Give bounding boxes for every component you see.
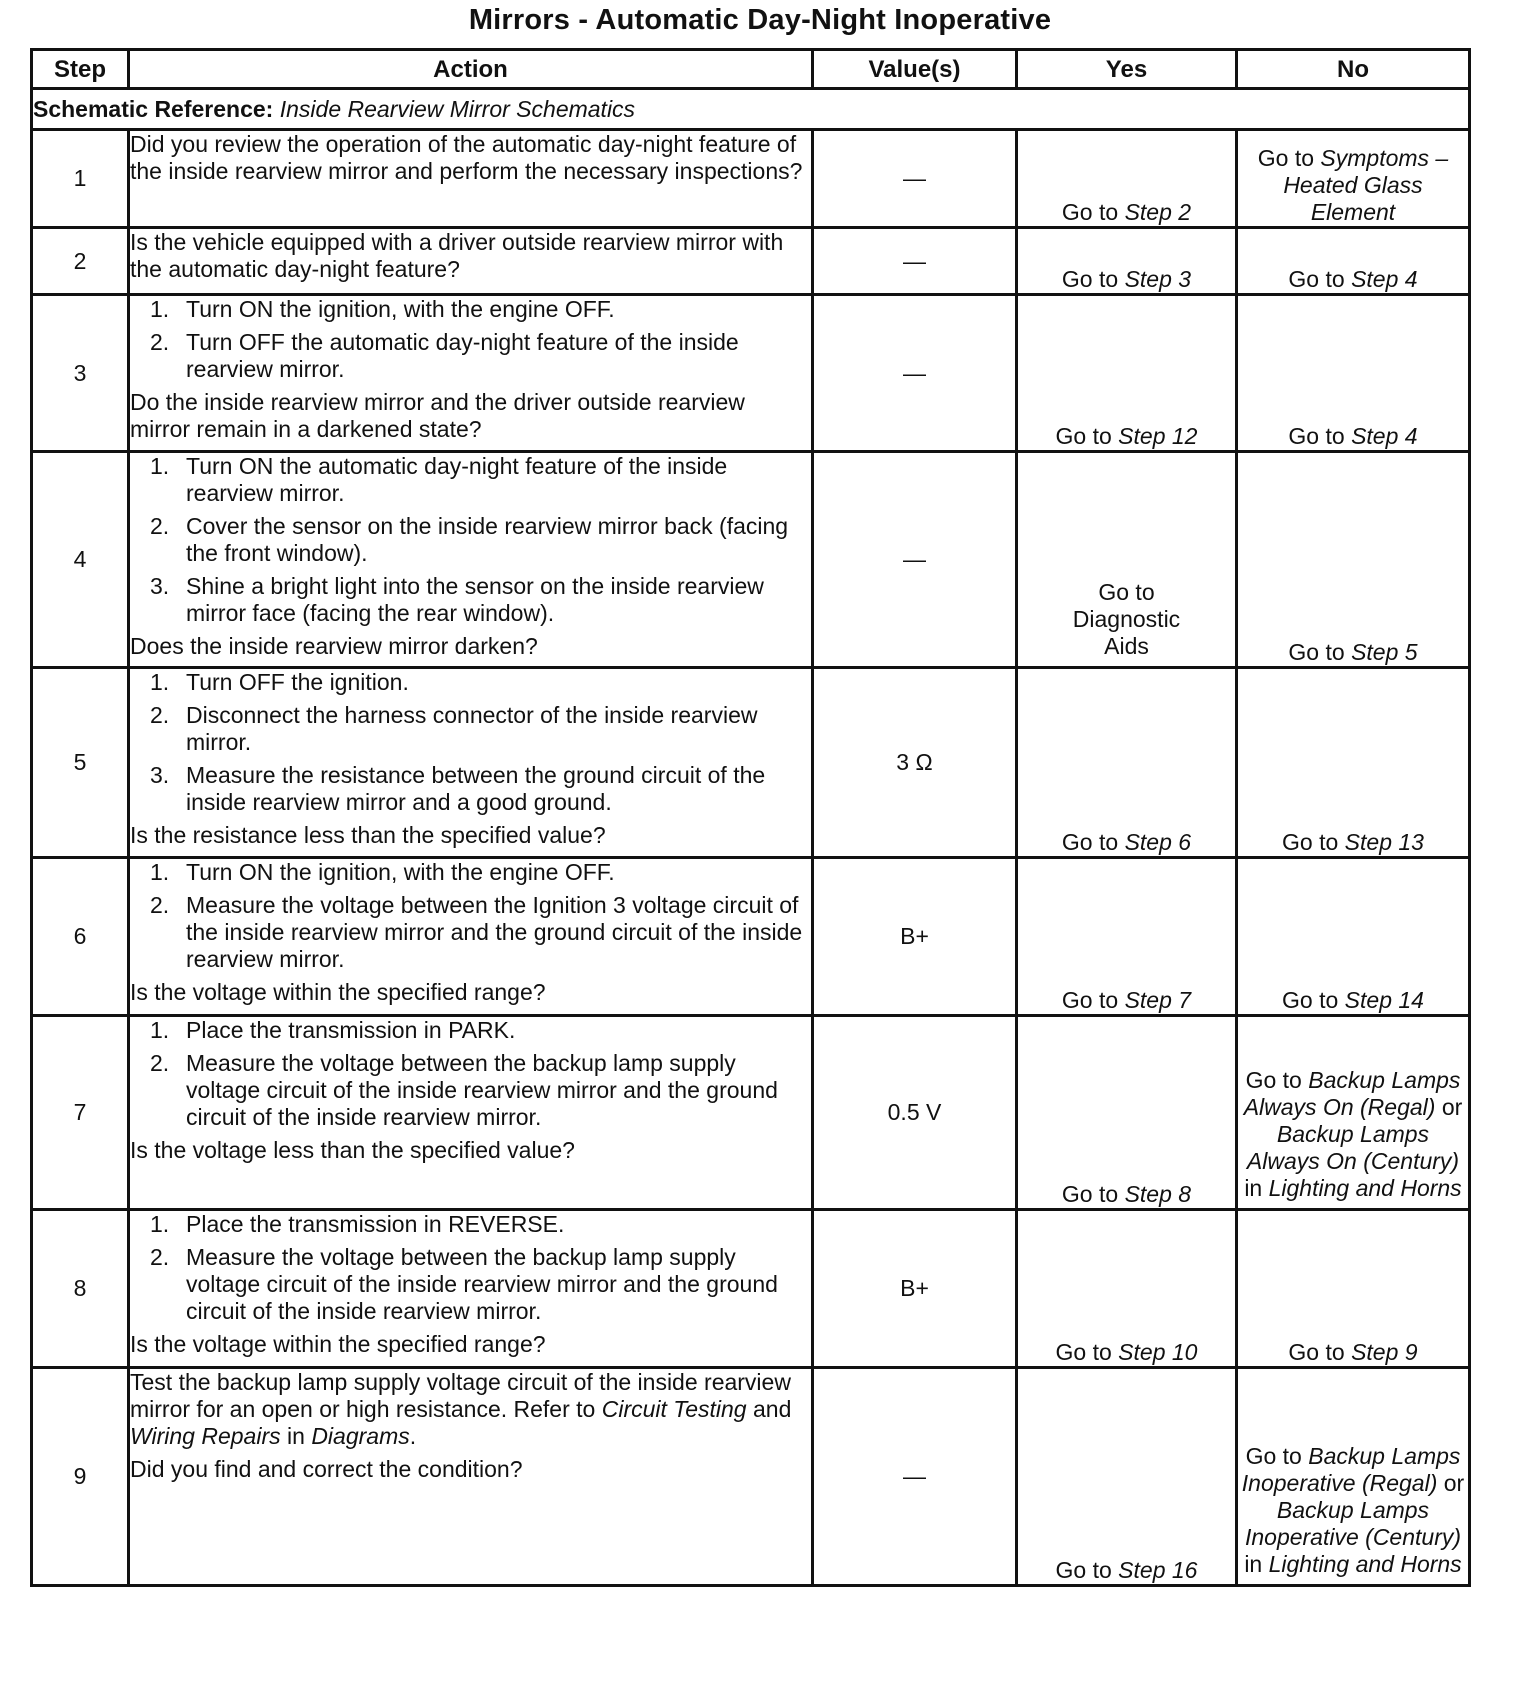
procedure-item-number: 1. <box>150 859 170 885</box>
step-number: 4 <box>32 452 129 668</box>
goto-text: Go to <box>1061 1181 1125 1207</box>
schematic-label: Schematic Reference: <box>33 95 274 122</box>
header-values: Value(s) <box>813 50 1017 89</box>
yes-result-cell <box>1017 668 1237 858</box>
procedure-list <box>130 1017 811 1131</box>
procedure-item-number: 2. <box>150 702 170 728</box>
goto-link[interactable]: Step 4 <box>1351 266 1418 292</box>
no-result-cell <box>1237 295 1470 452</box>
table-row <box>32 130 1470 228</box>
goto-text: in <box>1244 1175 1269 1201</box>
goto-text: Go to <box>1245 1443 1309 1469</box>
header-no: No <box>1237 50 1470 89</box>
procedure-item-text: Turn OFF the automatic day-night feature of the inside rearview mirror. <box>186 329 739 382</box>
table-row <box>32 668 1470 858</box>
goto-text: or <box>1437 1470 1465 1496</box>
goto-text: Go to <box>1257 145 1321 171</box>
procedure-item <box>130 762 811 816</box>
goto-link[interactable]: Step 10 <box>1118 1339 1198 1365</box>
yes-result-cell <box>1017 1016 1237 1210</box>
value-cell: — <box>813 228 1017 295</box>
procedure-item <box>130 702 811 756</box>
no-result-cell <box>1237 452 1470 668</box>
goto-link[interactable]: Step 5 <box>1351 639 1418 665</box>
header-yes: Yes <box>1017 50 1237 89</box>
reference-link[interactable]: Wiring Repairs <box>130 1423 281 1449</box>
procedure-item-text: Measure the resistance between the ground circuit of the inside rearview mirror and a good ground. <box>186 762 766 815</box>
procedure-item <box>130 1211 811 1238</box>
procedure-item-text: Turn ON the automatic day-night feature of the inside rearview mirror. <box>186 453 728 506</box>
table-row <box>32 295 1470 452</box>
goto-text: Go to <box>1245 1067 1309 1093</box>
procedure-item-text: Turn ON the ignition, with the engine OFF. <box>186 296 615 322</box>
reference-link[interactable]: Circuit Testing <box>601 1396 747 1422</box>
yes-result-cell <box>1017 858 1237 1016</box>
procedure-item <box>130 1017 811 1044</box>
procedure-item-text: Place the transmission in PARK. <box>186 1017 516 1043</box>
action-cell <box>129 452 813 668</box>
no-result-cell <box>1237 228 1470 295</box>
goto-link[interactable]: Backup Lamps Always On (Regal) <box>1243 1067 1461 1120</box>
question-text: Is the resistance less than the specified value? <box>130 822 606 848</box>
procedure-item-number: 2. <box>150 513 170 539</box>
goto-link[interactable]: Step 14 <box>1344 987 1424 1013</box>
value-cell: — <box>813 130 1017 228</box>
goto-link[interactable]: Step 9 <box>1351 1339 1418 1365</box>
schematic-link[interactable]: Inside Rearview Mirror Schematics <box>279 95 636 122</box>
text-segment: in <box>280 1423 312 1449</box>
goto-text: Go to <box>1282 829 1345 855</box>
yes-result-cell <box>1017 1368 1237 1586</box>
yes-result-cell <box>1017 295 1237 452</box>
goto-text: Go to <box>1055 1557 1119 1583</box>
diagnostic-table <box>30 48 1471 1587</box>
goto-link[interactable]: Step 16 <box>1118 1557 1198 1583</box>
yes-result-cell <box>1017 130 1237 228</box>
step-number: 6 <box>32 858 129 1016</box>
table-row <box>32 452 1470 668</box>
no-result-cell <box>1237 130 1470 228</box>
procedure-item-number: 1. <box>150 1211 170 1237</box>
goto-link[interactable]: Step 12 <box>1118 423 1198 449</box>
procedure-item <box>130 859 811 886</box>
text-segment: and <box>746 1396 792 1422</box>
value-cell: 3 Ω <box>813 668 1017 858</box>
procedure-item <box>130 669 811 696</box>
procedure-list <box>130 859 811 973</box>
goto-link[interactable]: Step 6 <box>1124 829 1192 855</box>
goto-link[interactable]: Step 3 <box>1124 266 1192 292</box>
procedure-item <box>130 1244 811 1325</box>
yes-result-cell <box>1017 228 1237 295</box>
procedure-list <box>130 1211 811 1325</box>
step-number: 8 <box>32 1210 129 1368</box>
header-action: Action <box>129 50 813 89</box>
action-cell <box>129 228 813 295</box>
procedure-item-number: 1. <box>150 453 170 479</box>
table-row <box>32 1016 1470 1210</box>
goto-link[interactable]: Step 4 <box>1351 423 1418 449</box>
action-text: Did you review the operation of the automatic day-night feature of the inside rearview mirror and perform the necessary inspections? <box>130 131 803 184</box>
procedure-item <box>130 892 811 973</box>
procedure-item <box>130 513 811 567</box>
step-number: 1 <box>32 130 129 228</box>
goto-link[interactable]: Backup Lamps Inoperative (Regal) <box>1241 1443 1461 1496</box>
action-cell <box>129 858 813 1016</box>
procedure-item-number: 1. <box>150 669 170 695</box>
procedure-item-number: 2. <box>150 329 170 355</box>
procedure-list <box>130 669 811 816</box>
question-text: Is the voltage within the specified range? <box>130 1331 546 1357</box>
action-cell <box>129 295 813 452</box>
procedure-item-number: 1. <box>150 296 170 322</box>
no-result-cell <box>1237 858 1470 1016</box>
text-segment: . <box>409 1423 417 1449</box>
table-row <box>32 228 1470 295</box>
action-cell <box>129 1016 813 1210</box>
table-row <box>32 1210 1470 1368</box>
step-number: 3 <box>32 295 129 452</box>
table-header-row <box>32 50 1470 89</box>
procedure-list <box>130 453 811 627</box>
goto-link[interactable]: Lighting and Horns <box>1268 1175 1462 1201</box>
goto-text: Go to <box>1061 266 1125 292</box>
goto-text: Go to <box>1282 987 1345 1013</box>
procedure-item-number: 2. <box>150 892 170 918</box>
action-cell <box>129 668 813 858</box>
procedure-item-text: Place the transmission in REVERSE. <box>186 1211 565 1237</box>
goto-link[interactable]: Backup Lamps Always On (Century) <box>1246 1121 1460 1174</box>
no-result-cell <box>1237 1210 1470 1368</box>
procedure-item-text: Turn OFF the ignition. <box>186 669 409 695</box>
procedure-item-number: 2. <box>150 1244 170 1270</box>
goto-text: Go to <box>1288 266 1352 292</box>
no-result-cell <box>1237 1368 1470 1586</box>
action-cell <box>129 1368 813 1586</box>
procedure-item-number: 3. <box>150 573 170 599</box>
action-cell <box>129 130 813 228</box>
procedure-item-number: 1. <box>150 1017 170 1043</box>
procedure-item-text: Cover the sensor on the inside rearview mirror back (facing the front window). <box>186 513 789 566</box>
page-title: Mirrors - Automatic Day-Night Inoperative <box>468 4 1052 36</box>
goto-text: Go to <box>1061 829 1125 855</box>
goto-link[interactable]: Step 13 <box>1344 829 1424 855</box>
yes-result-cell <box>1017 452 1237 668</box>
question-text: Do the inside rearview mirror and the driver outside rearview mirror remain in a darkened state? <box>130 389 745 442</box>
schematic-reference-row <box>32 89 1470 130</box>
table-row <box>32 858 1470 1016</box>
action-text: Is the vehicle equipped with a driver outside rearview mirror with the automatic day-night feature? <box>130 229 784 282</box>
procedure-item-text: Turn ON the ignition, with the engine OFF. <box>186 859 615 885</box>
action-cell <box>129 1210 813 1368</box>
value-cell: B+ <box>813 858 1017 1016</box>
goto-text: Go to <box>1061 199 1125 225</box>
goto-link[interactable]: Symptoms – Heated Glass Element <box>1283 145 1449 225</box>
goto-text: Go to <box>1055 423 1119 449</box>
goto-link[interactable]: Step 2 <box>1124 199 1192 225</box>
value-cell: B+ <box>813 1210 1017 1368</box>
value-cell: — <box>813 1368 1017 1586</box>
table-row <box>32 1368 1470 1586</box>
procedure-item <box>130 453 811 507</box>
text-segment: Test the backup lamp supply voltage circuit of the inside rearview mirror for an open or high resistance. Refer to <box>130 1369 791 1422</box>
action-text <box>130 1369 811 1450</box>
procedure-item <box>130 1050 811 1131</box>
step-number: 2 <box>32 228 129 295</box>
question-text: Did you find and correct the condition? <box>130 1456 523 1482</box>
question-text: Does the inside rearview mirror darken? <box>130 633 538 659</box>
goto-link[interactable]: Step 8 <box>1124 1181 1192 1207</box>
procedure-item-text: Measure the voltage between the Ignition 3 voltage circuit of the inside rearview mirror and the ground circuit of the inside rearview mirror. <box>186 892 803 972</box>
goto-text: Go to <box>1055 1339 1119 1365</box>
procedure-item-number: 2. <box>150 1050 170 1076</box>
yes-result-cell <box>1017 1210 1237 1368</box>
goto-link[interactable]: Backup Lamps Inoperative (Century) <box>1244 1497 1462 1550</box>
reference-link[interactable]: Diagrams <box>311 1423 410 1449</box>
value-cell: — <box>813 452 1017 668</box>
procedure-item-text: Measure the voltage between the backup lamp supply voltage circuit of the inside rearview mirror and the ground circuit of the inside rearview mirror. <box>186 1050 778 1130</box>
goto-text: Go to <box>1288 423 1352 449</box>
goto-text: in <box>1244 1551 1269 1577</box>
procedure-item-text: Measure the voltage between the backup lamp supply voltage circuit of the inside rearview mirror and the ground circuit of the inside rearview mirror. <box>186 1244 778 1324</box>
question-text: Is the voltage within the specified range? <box>130 979 546 1005</box>
procedure-list <box>130 296 811 383</box>
procedure-item <box>130 329 811 383</box>
procedure-item-text: Disconnect the harness connector of the inside rearview mirror. <box>186 702 758 755</box>
schematic-reference <box>32 89 1470 130</box>
header-step: Step <box>32 50 129 89</box>
goto-text: Go to <box>1061 987 1125 1013</box>
no-result-cell <box>1237 1016 1470 1210</box>
procedure-item-number: 3. <box>150 762 170 788</box>
procedure-item-text: Shine a bright light into the sensor on the inside rearview mirror face (facing the rear window). <box>186 573 764 626</box>
goto-link[interactable]: Lighting and Horns <box>1268 1551 1462 1577</box>
no-result-cell <box>1237 668 1470 858</box>
step-number: 9 <box>32 1368 129 1586</box>
goto-text: Go to <box>1288 639 1352 665</box>
goto-text: Go to <box>1288 1339 1352 1365</box>
goto-link[interactable]: Step 7 <box>1124 987 1192 1013</box>
step-number: 5 <box>32 668 129 858</box>
value-cell: — <box>813 295 1017 452</box>
goto-text: Go to Diagnostic Aids <box>1072 579 1181 659</box>
procedure-item <box>130 296 811 323</box>
step-number: 7 <box>32 1016 129 1210</box>
value-cell: 0.5 V <box>813 1016 1017 1210</box>
question-text: Is the voltage less than the specified value? <box>130 1137 575 1163</box>
goto-text: or <box>1435 1094 1463 1120</box>
procedure-item <box>130 573 811 627</box>
